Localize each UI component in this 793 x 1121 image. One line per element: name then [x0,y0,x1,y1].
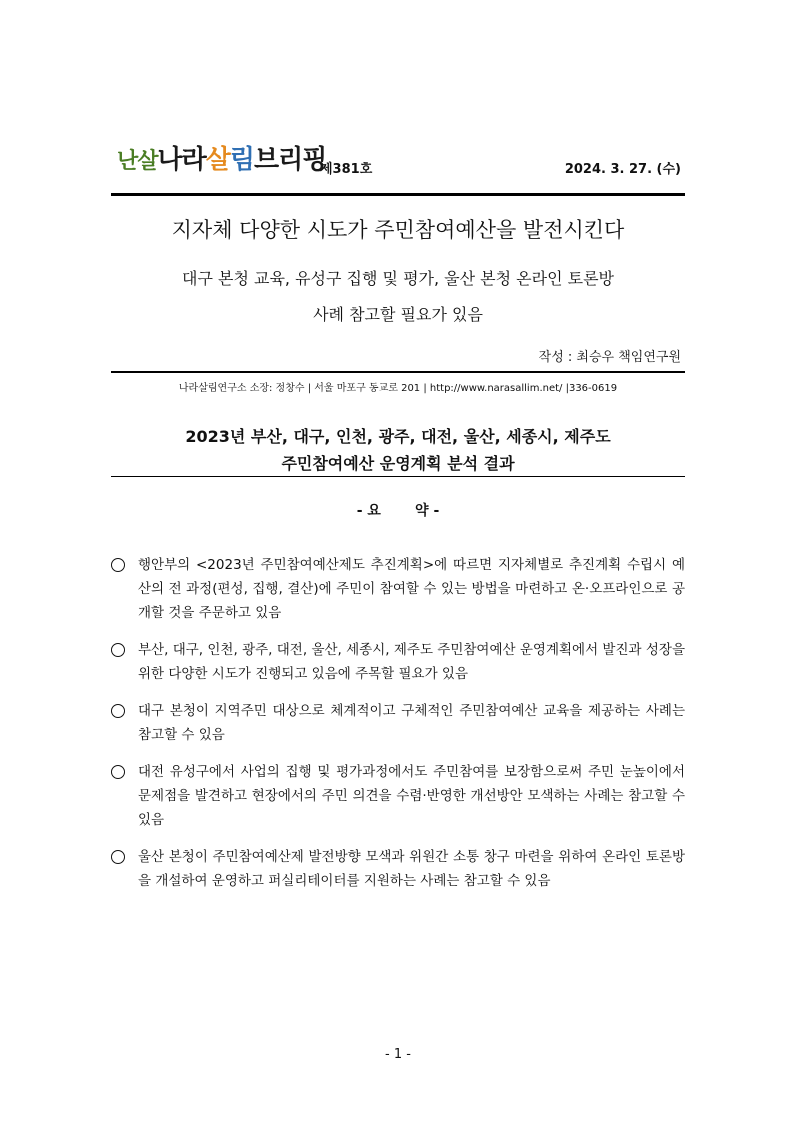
list-item-text: 부산, 대구, 인천, 광주, 대전, 울산, 세종시, 제주도 주민참여예산 운영계획에서 발진과 성장을 위한 다양한 시도가 진행되고 있음에 주목할 필요가 있음 [138,642,685,682]
list-item-text: 울산 본청이 주민참여예산제 발전방향 모색과 위원간 소통 창구 마련을 위하여 온라인 토론방을 개설하여 운영하고 퍼실리테이터를 지원하는 사례는 참고할 수 있음 [138,849,685,889]
briefing-logo [117,140,326,180]
logo-part: 나라 [157,145,206,175]
circle-bullet-icon [111,704,125,718]
circle-bullet-icon [111,765,125,779]
section-divider [111,476,685,477]
list-item [111,845,685,893]
page-title: 지자체 다양한 시도가 주민참여예산을 발전시킨다 [171,218,625,242]
page-number: - 1 - [385,1047,411,1062]
summary-heading: - 요 약 - [356,503,440,519]
circle-bullet-icon [111,643,125,657]
logo-part: 살 [205,145,230,175]
logo-part: 브리핑 [254,145,327,175]
subtitle-line: 대구 본청 교육, 유성구 집행 및 평가, 울산 본청 온라인 토론방 [182,269,614,288]
summary-list [111,553,685,906]
list-item [111,699,685,747]
section-title-line: 2023년 부산, 대구, 인천, 광주, 대전, 울산, 세종시, 제주도 [185,427,611,446]
header-divider [111,193,685,196]
issue-number: 제381호 [320,162,373,177]
list-item-text: 대구 본청이 지역주민 대상으로 체계적이고 구체적인 주민참여예산 교육을 제공하는 사례는 참고할 수 있음 [138,703,685,743]
author-divider [111,371,685,373]
logo-part: 림 [229,145,254,175]
list-item [111,638,685,686]
circle-bullet-icon [111,850,125,864]
circle-bullet-icon [111,558,125,572]
logo-part: 난살 [117,149,158,174]
section-title-line: 주민참여예산 운영계획 분석 결과 [281,454,515,473]
author-line: 작성 : 최승우 책임연구원 [538,350,681,365]
subtitle-line: 사례 참고할 필요가 있음 [313,305,483,324]
organization-info: 나라살림연구소 소장: 정창수 | 서울 마포구 동교로 201 | http://www.narasallim.net/ |336-0619 [178,383,618,394]
list-item [111,760,685,832]
list-item [111,553,685,625]
list-item-text: 행안부의 <2023년 주민참여예산제도 추진계획>에 따르면 지자체별로 추진계획 수립시 예산의 전 과정(편성, 집행, 결산)에 주민이 참여할 수 있는 방법을 마련하고 온·오프라인으로 공개할 것을 주문하고 있음 [138,557,685,621]
list-item-text: 대전 유성구에서 사업의 집행 및 평가과정에서도 주민참여를 보장함으로써 주민 눈높이에서 문제점을 발견하고 현장에서의 주민 의견을 수렴·반영한 개선방안 모색하는 사례는 참고할 수 있음 [138,764,685,828]
publish-date: 2024. 3. 27. (수) [564,162,681,177]
